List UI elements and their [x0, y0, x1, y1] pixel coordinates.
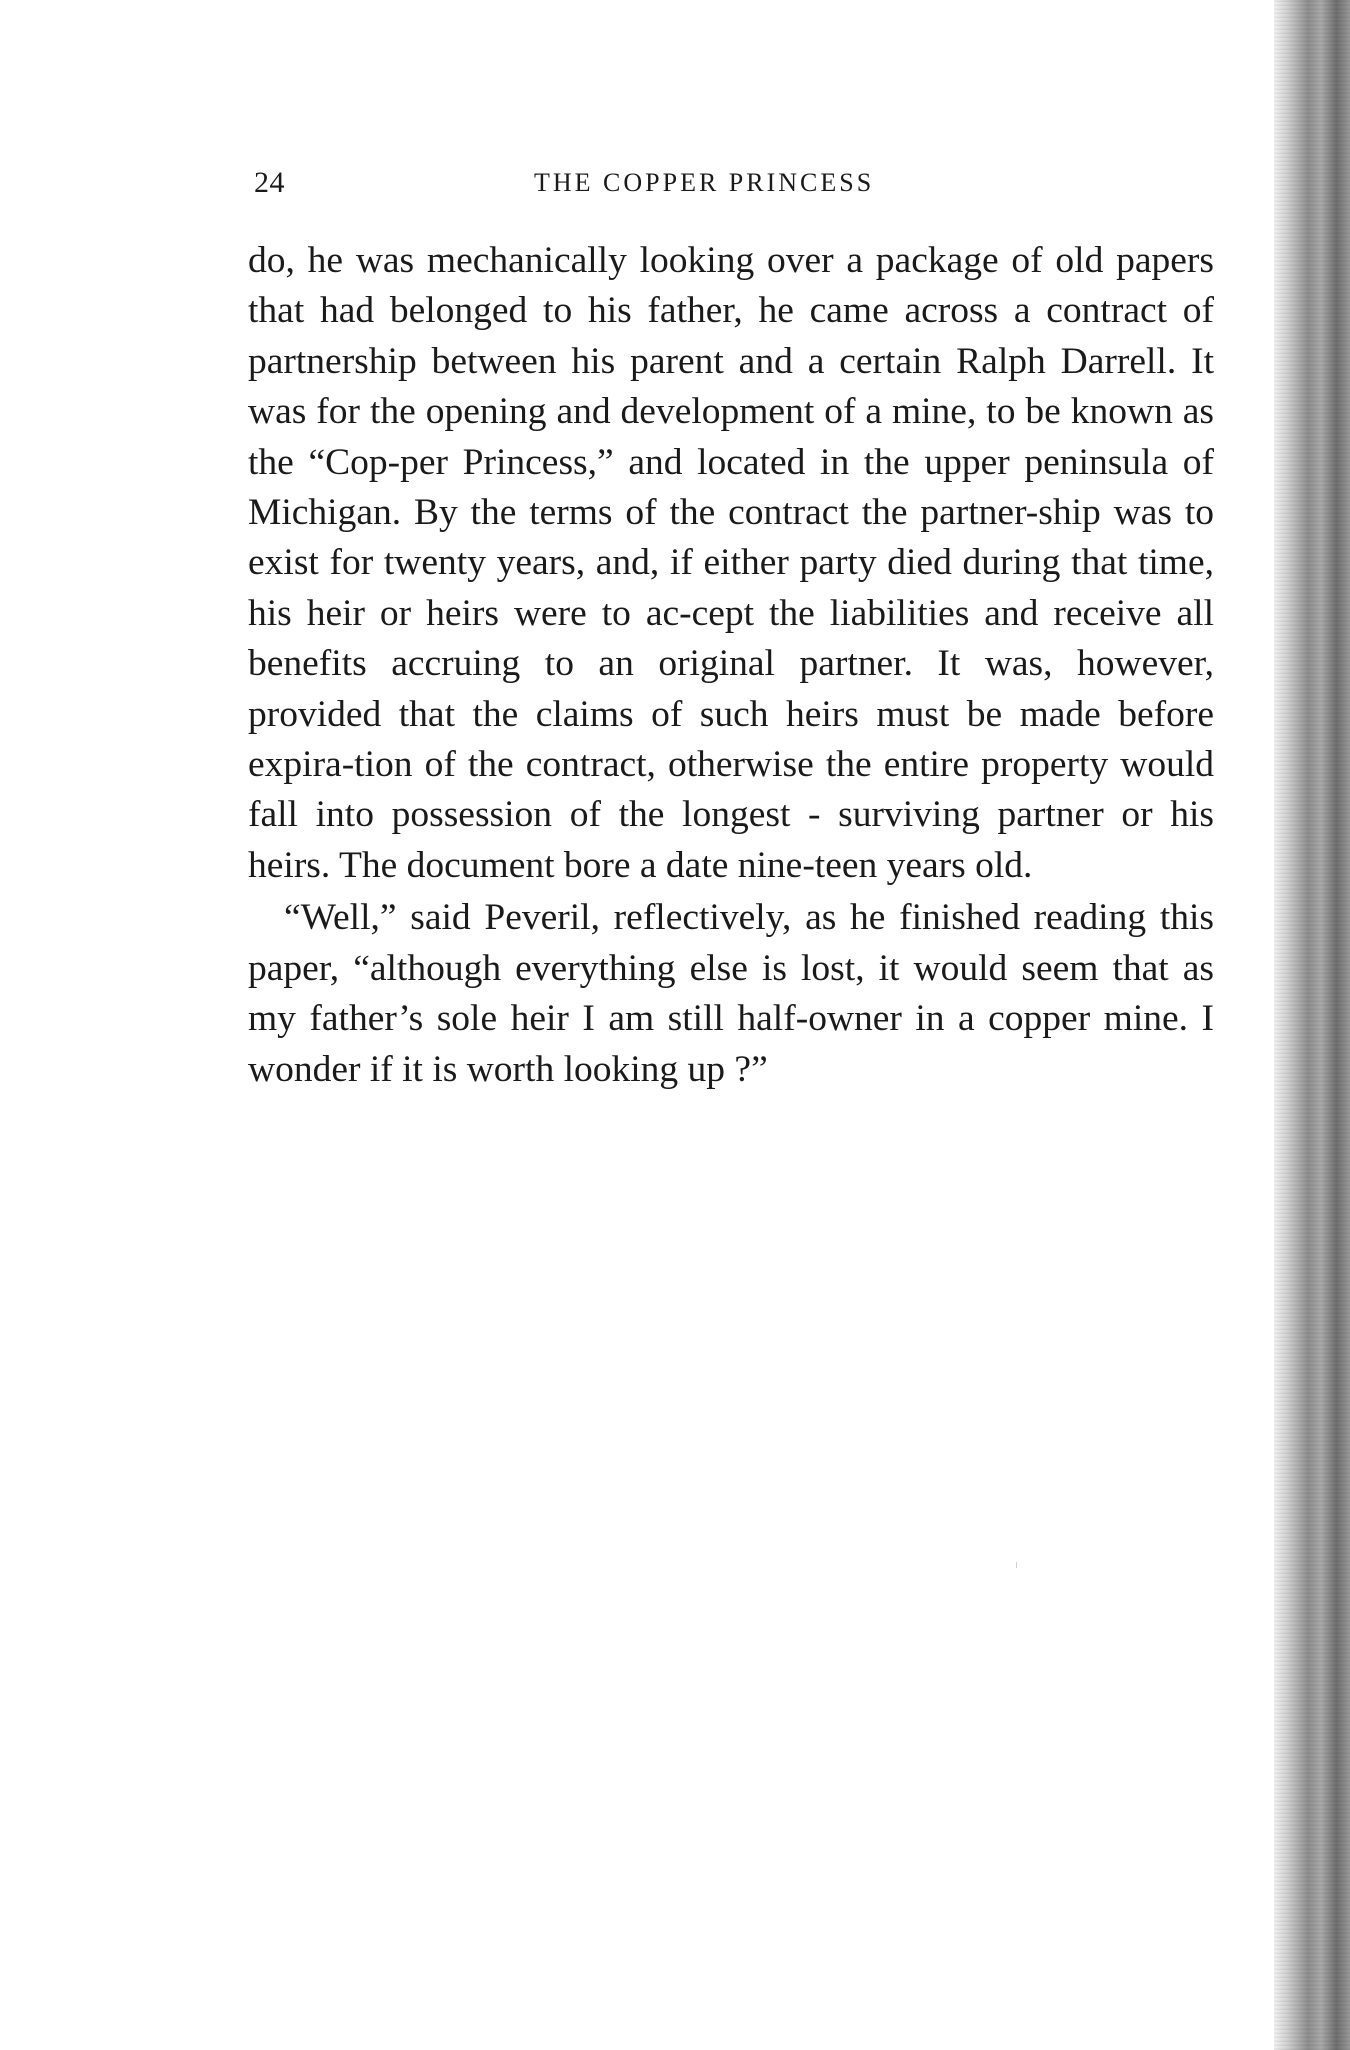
page-number: 24	[254, 166, 285, 199]
paragraph-2: “Well,” said Peveril, reflectively, as he finished reading this paper, “although everything else is lost, it would seem that as my father’s sole heir I am still half-owner in a copper mine. I wonder if it is worth looking up ?”	[248, 897, 1214, 1090]
binding-edge	[1274, 0, 1350, 2050]
running-head	[254, 166, 1210, 206]
body-text	[248, 236, 1214, 1095]
book-title: THE COPPER PRINCESS	[534, 168, 875, 197]
paragraph-1: do, he was mechanically looking over a package of old papers that had belonged to his father, he came across a contract of partnership between his parent and a certain Ralph Darrell. It was for the opening and development of a mine, to be known as the “Cop-per Princess,” and located in the upper peninsula of Michigan. By the terms of the contract the partner-ship was to exist for twenty years, and, if either party died during that time, his heir or heirs were to ac-cept the liabilities and receive all benefits accruing to an original partner. It was, however, provided that the claims of such heirs must be made before expira-tion of the contract, otherwise the entire property would fall into possession of the longest - surviving partner or his heirs. The document bore a date nine-teen years old.	[248, 240, 1214, 886]
scan-speck	[1016, 1562, 1017, 1568]
